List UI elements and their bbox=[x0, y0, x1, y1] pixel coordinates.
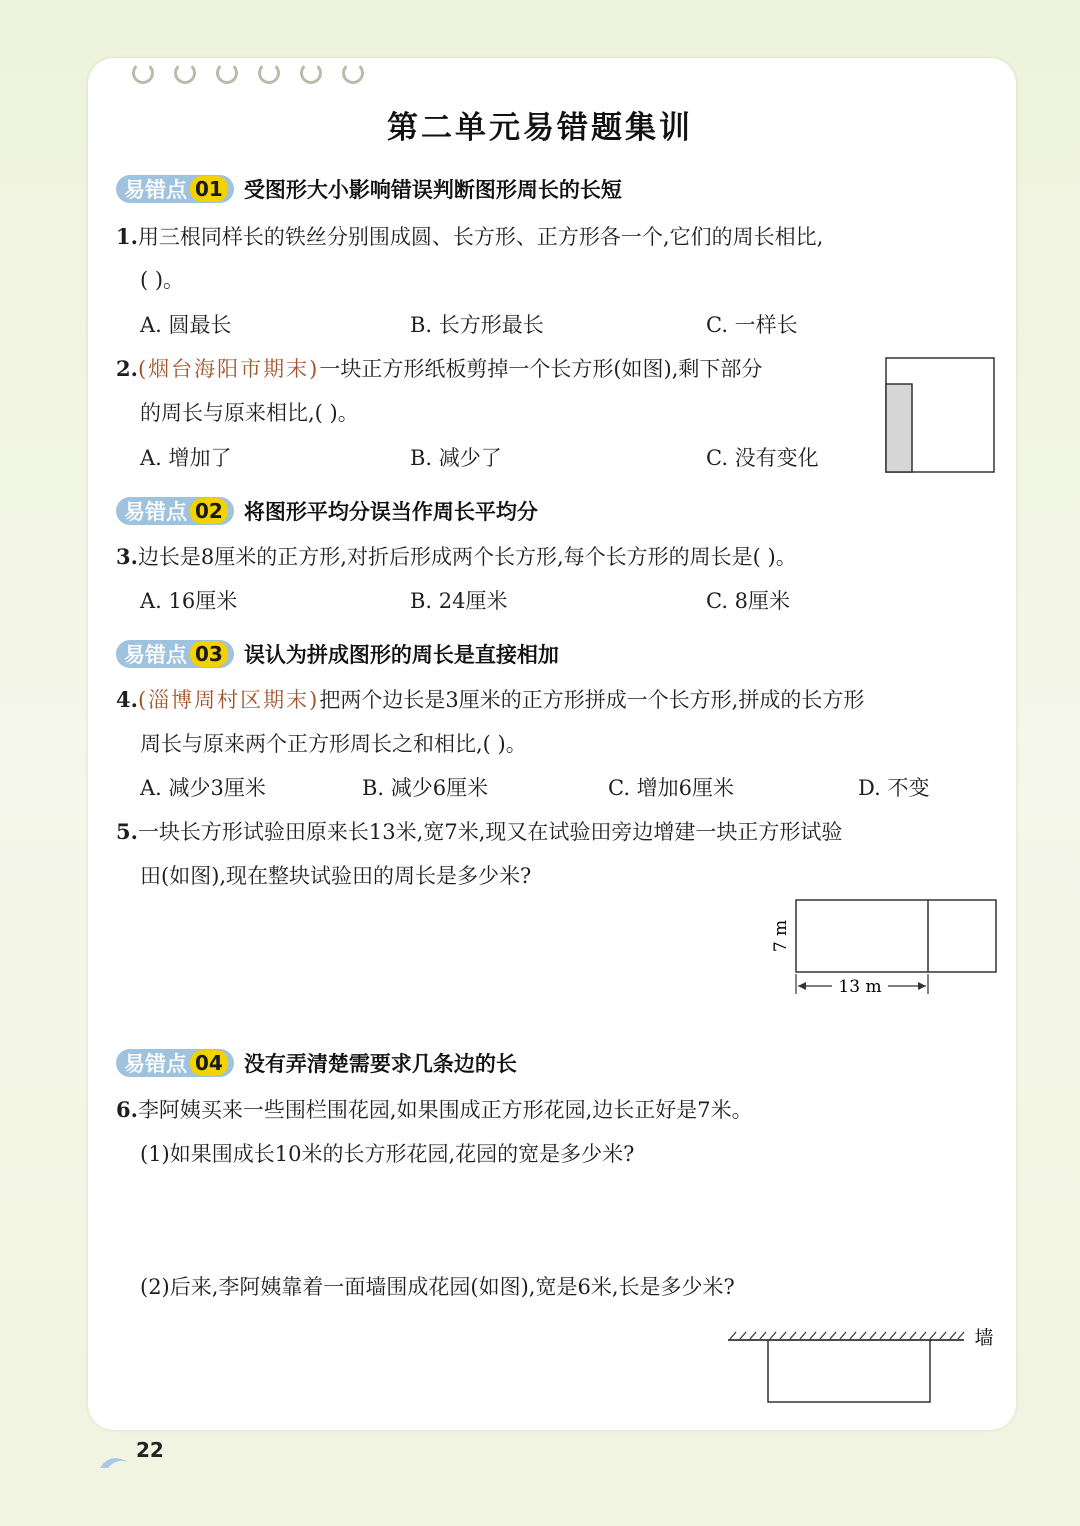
question-1-option-a: A. 圆最长 bbox=[140, 313, 232, 337]
question-1-option-b: B. 长方形最长 bbox=[410, 313, 544, 337]
badge-number: 02 bbox=[190, 498, 228, 524]
error-point-badge bbox=[116, 175, 234, 203]
question-1-option-c: C. 一样长 bbox=[706, 313, 798, 337]
binder-ring bbox=[258, 62, 280, 84]
question-5-line-1 bbox=[116, 817, 842, 847]
question-text: 一块长方形试验田原来长13米,宽7米,现又在试验田旁边增建一块正方形试验 bbox=[137, 820, 843, 844]
question-6-line-1 bbox=[116, 1095, 753, 1125]
question-number: 6. bbox=[116, 1097, 138, 1122]
question-number: 5. bbox=[116, 819, 138, 844]
section-title: 将图形平均分误当作周长平均分 bbox=[243, 500, 538, 524]
page-number: 22 bbox=[136, 1438, 164, 1462]
question-text: 用三根同样长的铁丝分别围成圆、长方形、正方形各一个,它们的周长相比, bbox=[137, 225, 824, 249]
question-4-line-1 bbox=[116, 685, 864, 715]
question-1-line-1 bbox=[116, 222, 823, 252]
question-6-sub-1: (1)如果围成长10米的长方形花园,花园的宽是多少米? bbox=[140, 1142, 635, 1166]
question-2-option-c: C. 没有变化 bbox=[706, 446, 819, 470]
page-corner-icon bbox=[98, 1448, 132, 1470]
question-number: 4. bbox=[116, 687, 138, 712]
question-4-option-d: D. 不变 bbox=[858, 776, 930, 800]
badge-number: 04 bbox=[190, 1050, 228, 1076]
badge-label: 易错点 bbox=[124, 643, 187, 667]
badge-label: 易错点 bbox=[124, 178, 187, 202]
height-label: 7 m bbox=[771, 919, 791, 953]
field-figure bbox=[760, 890, 1010, 1002]
binder-ring bbox=[342, 62, 364, 84]
binder-ring bbox=[216, 62, 238, 84]
question-3-option-a: A. 16厘米 bbox=[140, 589, 238, 613]
question-4-option-a: A. 减少3厘米 bbox=[140, 776, 266, 800]
question-text: 一块正方形纸板剪掉一个长方形(如图),剩下部分 bbox=[319, 357, 763, 381]
wall-garden-figure bbox=[720, 1320, 1000, 1412]
field-outline bbox=[796, 900, 996, 972]
arrow-left bbox=[798, 982, 806, 990]
binder-ring bbox=[300, 62, 322, 84]
section-title: 误认为拼成图形的周长是直接相加 bbox=[243, 643, 559, 667]
binder-ring bbox=[132, 62, 154, 84]
question-source: (烟台海阳市期末) bbox=[137, 357, 320, 381]
wall-hatching bbox=[730, 1332, 964, 1339]
question-5-line-2: 田(如图),现在整块试验田的周长是多少米? bbox=[140, 864, 532, 888]
question-source: (淄博周村区期末) bbox=[137, 688, 320, 712]
section-header-04 bbox=[116, 1046, 517, 1080]
section-header-02 bbox=[116, 494, 538, 528]
question-2-option-a: A. 增加了 bbox=[140, 446, 232, 470]
question-6-sub-2: (2)后来,李阿姨靠着一面墙围成花园(如图),宽是6米,长是多少米? bbox=[140, 1275, 735, 1299]
section-header-01 bbox=[116, 172, 622, 206]
question-text: 边长是8厘米的正方形,对折后形成两个长方形,每个长方形的周长是( )。 bbox=[137, 545, 797, 569]
error-point-badge bbox=[116, 1049, 234, 1077]
badge-number: 01 bbox=[190, 176, 228, 202]
question-4-option-b: B. 减少6厘米 bbox=[362, 776, 489, 800]
cut-rectangle bbox=[886, 384, 912, 472]
question-3-option-b: B. 24厘米 bbox=[410, 589, 508, 613]
badge-number: 03 bbox=[190, 641, 228, 667]
error-point-badge bbox=[116, 640, 234, 668]
error-point-badge bbox=[116, 497, 234, 525]
question-2-option-b: B. 减少了 bbox=[410, 446, 502, 470]
question-4-line-2: 周长与原来两个正方形周长之和相比,( )。 bbox=[140, 732, 527, 756]
badge-label: 易错点 bbox=[124, 500, 187, 524]
question-2-line-2: 的周长与原来相比,( )。 bbox=[140, 401, 359, 425]
section-title: 没有弄清楚需要求几条边的长 bbox=[243, 1052, 517, 1076]
length-label: 13 m bbox=[838, 977, 882, 997]
section-title: 受图形大小影响错误判断图形周长的长短 bbox=[243, 178, 622, 202]
question-text: 李阿姨买来一些围栏围花园,如果围成正方形花园,边长正好是7米。 bbox=[137, 1098, 753, 1122]
question-1-line-2: ( )。 bbox=[140, 268, 185, 292]
badge-label: 易错点 bbox=[124, 1052, 187, 1076]
page-title: 第二单元易错题集训 bbox=[387, 110, 693, 146]
wall-label: 墙 bbox=[974, 1327, 994, 1349]
question-text: 把两个边长是3厘米的正方形拼成一个长方形,拼成的长方形 bbox=[319, 688, 865, 712]
square-cut-figure bbox=[880, 354, 1000, 478]
question-3-option-c: C. 8厘米 bbox=[706, 589, 791, 613]
binder-ring bbox=[174, 62, 196, 84]
question-number: 1. bbox=[116, 224, 138, 249]
question-number: 3. bbox=[116, 544, 138, 569]
arrow-right bbox=[918, 982, 926, 990]
question-2-line-1 bbox=[116, 354, 762, 384]
question-4-option-c: C. 增加6厘米 bbox=[608, 776, 735, 800]
question-3-line-1 bbox=[116, 542, 797, 572]
garden-fence bbox=[768, 1340, 930, 1402]
question-number: 2. bbox=[116, 356, 138, 381]
section-header-03 bbox=[116, 637, 559, 671]
